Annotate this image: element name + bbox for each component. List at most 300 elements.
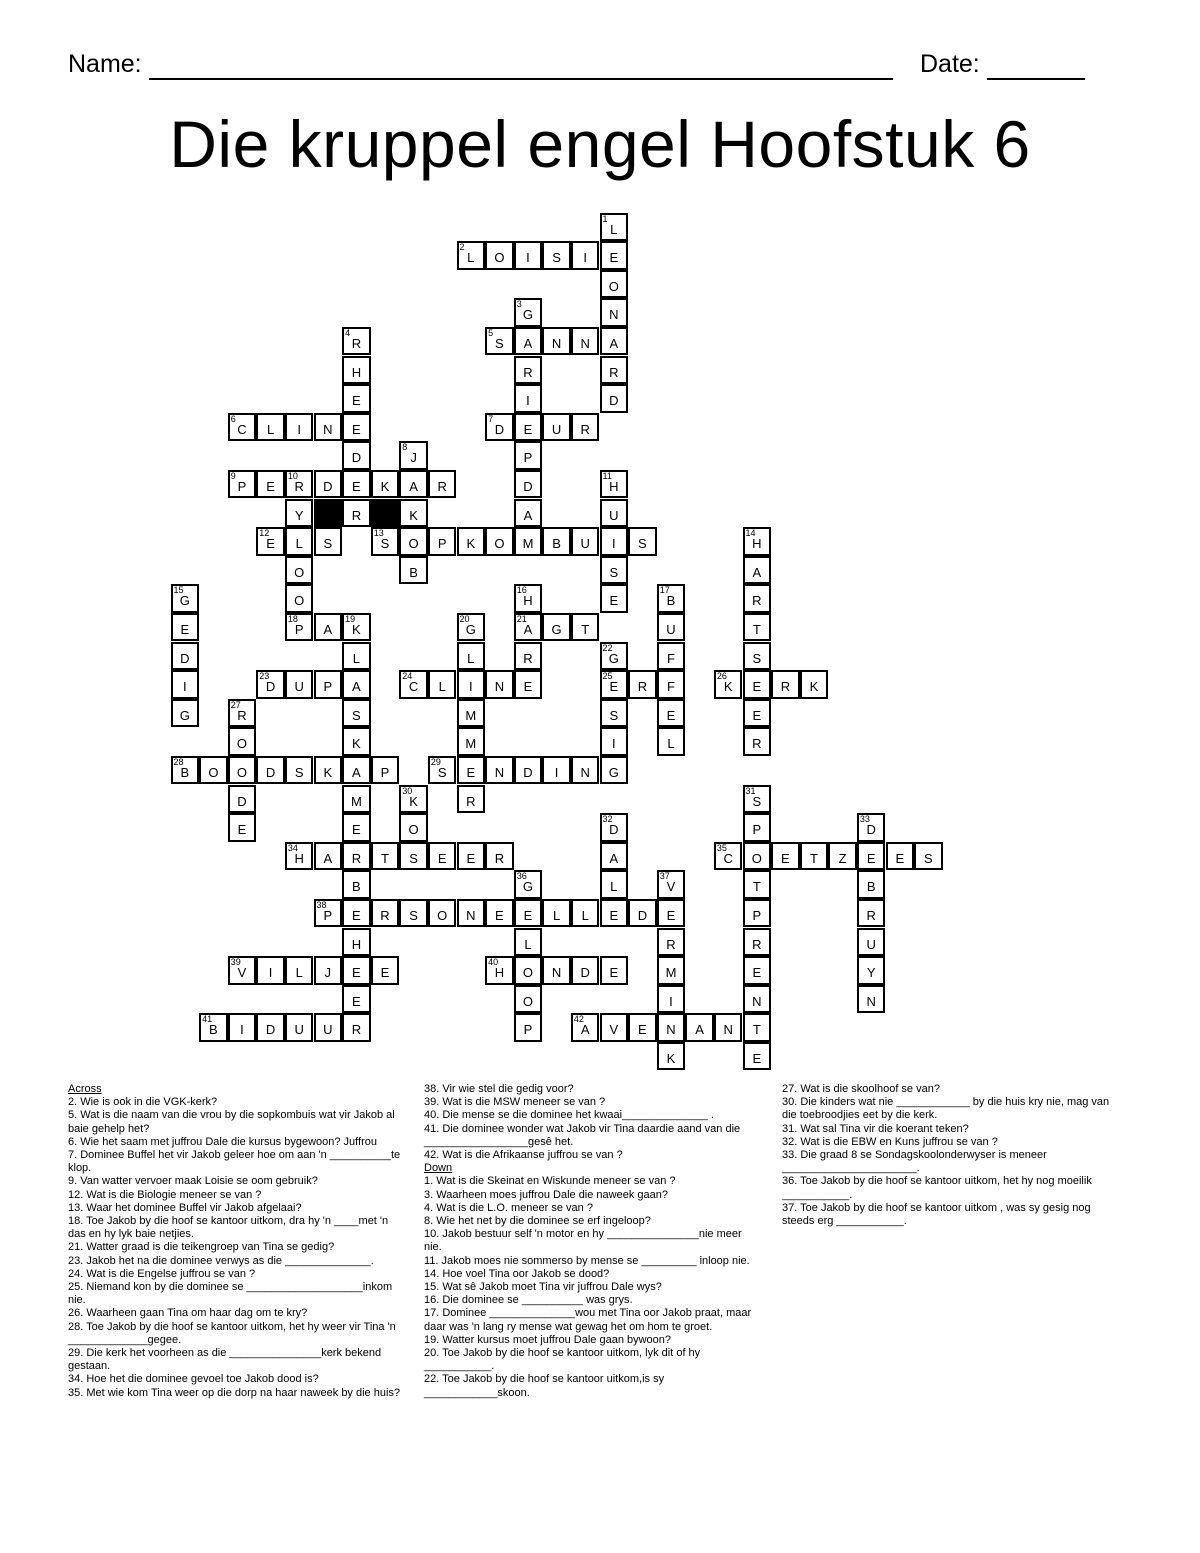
- grid-cell[interactable]: [399, 670, 428, 699]
- grid-cell[interactable]: [857, 956, 886, 985]
- grid-cell[interactable]: [485, 956, 514, 985]
- grid-cell[interactable]: [600, 670, 629, 699]
- grid-cell[interactable]: [571, 756, 600, 785]
- cell-letter: O: [408, 822, 419, 838]
- clue-text: 31. Wat sal Tina vir die koerant teken?: [782, 1122, 969, 1135]
- grid-cell[interactable]: [457, 670, 486, 699]
- grid-cell[interactable]: [886, 842, 915, 871]
- grid-cell[interactable]: [171, 756, 200, 785]
- grid-cell[interactable]: [514, 441, 543, 470]
- grid-cell[interactable]: [342, 727, 371, 756]
- grid-cell[interactable]: [714, 842, 743, 871]
- cell-letter: U: [551, 421, 562, 437]
- cell-letter: L: [524, 936, 532, 952]
- grid-cell[interactable]: [285, 556, 314, 585]
- grid-cell[interactable]: [171, 670, 200, 699]
- grid-cell[interactable]: [256, 413, 285, 442]
- grid-cell[interactable]: [743, 928, 772, 957]
- clue-text: 15. Wat sê Jakob moet Tina vir juffrou Dale wys?: [424, 1281, 662, 1294]
- grid-cell[interactable]: [285, 584, 314, 613]
- clue-number: 24: [402, 671, 413, 682]
- grid-cell[interactable]: [371, 899, 400, 928]
- grid-cell[interactable]: [600, 356, 629, 385]
- grid-cell[interactable]: [228, 756, 257, 785]
- grid-cell[interactable]: [171, 699, 200, 728]
- grid-cell[interactable]: [314, 670, 343, 699]
- grid-cell[interactable]: [600, 556, 629, 585]
- grid-cell[interactable]: [857, 813, 886, 842]
- grid-cell[interactable]: [600, 756, 629, 785]
- cell-letter: E: [523, 679, 533, 695]
- black-square: [371, 499, 400, 528]
- cell-letter: H: [523, 593, 533, 609]
- cell-letter: N: [723, 1022, 733, 1038]
- grid-cell[interactable]: [171, 584, 200, 613]
- grid-cell[interactable]: [514, 928, 543, 957]
- grid-cell[interactable]: [342, 870, 371, 899]
- grid-cell[interactable]: [657, 899, 686, 928]
- grid-cell[interactable]: [314, 956, 343, 985]
- grid-cell[interactable]: [428, 470, 457, 499]
- grid-cell[interactable]: [514, 499, 543, 528]
- grid-cell[interactable]: [828, 842, 857, 871]
- grid-cell[interactable]: [514, 241, 543, 270]
- cell-letter: N: [580, 335, 590, 351]
- cell-letter: A: [352, 764, 361, 780]
- grid-cell[interactable]: [743, 584, 772, 613]
- clue-number: 12: [259, 528, 270, 539]
- clue-number: 9: [230, 470, 236, 481]
- grid-cell[interactable]: [342, 842, 371, 871]
- grid-cell[interactable]: [743, 556, 772, 585]
- grid-cell[interactable]: [685, 1013, 714, 1042]
- grid-cell[interactable]: [342, 1013, 371, 1042]
- grid-cell[interactable]: [457, 727, 486, 756]
- grid-cell[interactable]: [657, 670, 686, 699]
- clue-text: 2. Wie is ook in die VGK-kerk?: [68, 1096, 218, 1109]
- cell-letter: D: [866, 822, 876, 838]
- clue-number: 37: [659, 871, 670, 882]
- grid-cell[interactable]: [256, 470, 285, 499]
- grid-cell[interactable]: [342, 813, 371, 842]
- cell-letter: M: [665, 965, 677, 981]
- grid-cell[interactable]: [571, 1013, 600, 1042]
- cell-letter: E: [380, 965, 390, 981]
- grid-cell[interactable]: [600, 584, 629, 613]
- grid-cell[interactable]: [342, 356, 371, 385]
- grid-cell[interactable]: [399, 785, 428, 814]
- grid-cell[interactable]: [743, 842, 772, 871]
- grid-cell[interactable]: [514, 985, 543, 1014]
- grid-cell[interactable]: [514, 327, 543, 356]
- grid-cell[interactable]: [314, 613, 343, 642]
- grid-cell[interactable]: [657, 1042, 686, 1071]
- grid-cell[interactable]: [743, 785, 772, 814]
- grid-cell[interactable]: [371, 527, 400, 556]
- grid-cell[interactable]: [743, 727, 772, 756]
- grid-cell[interactable]: [314, 413, 343, 442]
- clue-text: 42. Wat is die Afrikaanse juffrou se van ?: [424, 1149, 623, 1162]
- cell-letter: G: [608, 650, 619, 666]
- cell-letter: I: [526, 250, 530, 266]
- grid-cell[interactable]: [743, 870, 772, 899]
- grid-cell[interactable]: [514, 642, 543, 671]
- grid-cell[interactable]: [657, 642, 686, 671]
- grid-cell[interactable]: [342, 613, 371, 642]
- grid-cell[interactable]: [285, 1013, 314, 1042]
- grid-cell[interactable]: [314, 842, 343, 871]
- grid-cell[interactable]: [514, 527, 543, 556]
- cell-letter: O: [236, 764, 248, 780]
- cell-letter: K: [323, 764, 333, 780]
- grid-cell[interactable]: [314, 899, 343, 928]
- grid-cell[interactable]: [399, 441, 428, 470]
- cell-letter: H: [351, 364, 362, 380]
- grid-cell[interactable]: [485, 670, 514, 699]
- grid-cell[interactable]: [542, 899, 571, 928]
- grid-cell[interactable]: [342, 670, 371, 699]
- clue-number: 23: [259, 671, 270, 682]
- grid-cell[interactable]: [314, 527, 343, 556]
- grid-cell[interactable]: [342, 899, 371, 928]
- grid-cell[interactable]: [485, 413, 514, 442]
- grid-cell[interactable]: [914, 842, 943, 871]
- cell-letter: E: [609, 965, 619, 981]
- grid-cell[interactable]: [228, 785, 257, 814]
- grid-cell[interactable]: [657, 928, 686, 957]
- grid-cell[interactable]: [399, 899, 428, 928]
- clue-number: 32: [602, 814, 613, 825]
- grid-cell[interactable]: [228, 727, 257, 756]
- grid-cell[interactable]: [428, 756, 457, 785]
- grid-cell[interactable]: [457, 756, 486, 785]
- cell-letter: E: [466, 850, 476, 866]
- cell-letter: I: [468, 679, 473, 695]
- grid-cell[interactable]: [743, 527, 772, 556]
- grid-cell[interactable]: [514, 384, 543, 413]
- grid-cell[interactable]: [600, 327, 629, 356]
- grid-cell[interactable]: [600, 527, 629, 556]
- grid-cell[interactable]: [571, 956, 600, 985]
- grid-cell[interactable]: [199, 1013, 228, 1042]
- grid-cell[interactable]: [600, 499, 629, 528]
- grid-cell[interactable]: [428, 842, 457, 871]
- grid-cell[interactable]: [514, 899, 543, 928]
- cell-letter: E: [638, 1022, 647, 1038]
- grid-cell[interactable]: [285, 613, 314, 642]
- grid-cell[interactable]: [857, 928, 886, 957]
- grid-cell[interactable]: [542, 327, 571, 356]
- cell-letter: O: [608, 278, 619, 294]
- grid-cell[interactable]: [743, 670, 772, 699]
- cell-letter: G: [179, 593, 190, 609]
- grid-cell[interactable]: [743, 1042, 772, 1071]
- grid-cell[interactable]: [628, 527, 657, 556]
- cell-letter: R: [351, 1022, 362, 1038]
- cell-letter: K: [352, 621, 361, 637]
- grid-cell[interactable]: [342, 985, 371, 1014]
- grid-cell[interactable]: [600, 298, 629, 327]
- cell-letter: L: [581, 907, 589, 923]
- grid-cell[interactable]: [514, 1013, 543, 1042]
- grid-cell[interactable]: [857, 870, 886, 899]
- grid-cell[interactable]: [600, 642, 629, 671]
- grid-cell[interactable]: [342, 756, 371, 785]
- clue-number: 20: [459, 613, 470, 624]
- grid-cell[interactable]: [314, 470, 343, 499]
- cell-letter: E: [609, 250, 619, 266]
- grid-cell[interactable]: [600, 956, 629, 985]
- grid-cell[interactable]: [428, 527, 457, 556]
- grid-cell[interactable]: [571, 899, 600, 928]
- grid-cell[interactable]: [600, 470, 629, 499]
- grid-cell[interactable]: [571, 327, 600, 356]
- grid-cell[interactable]: [743, 613, 772, 642]
- grid-cell[interactable]: [514, 870, 543, 899]
- grid-cell[interactable]: [743, 1013, 772, 1042]
- cell-letter: E: [352, 965, 361, 981]
- grid-cell[interactable]: [342, 327, 371, 356]
- cell-letter: C: [408, 679, 419, 695]
- grid-cell[interactable]: [657, 985, 686, 1014]
- grid-cell[interactable]: [800, 670, 829, 699]
- grid-cell[interactable]: [171, 613, 200, 642]
- grid-cell[interactable]: [657, 956, 686, 985]
- clue-text: 8. Wie het net by die dominee se erf ingeloop?: [424, 1215, 651, 1228]
- grid-cell[interactable]: [743, 642, 772, 671]
- cell-letter: R: [437, 478, 447, 494]
- grid-cell[interactable]: [399, 842, 428, 871]
- grid-cell[interactable]: [199, 756, 228, 785]
- grid-cell[interactable]: [743, 985, 772, 1014]
- grid-cell[interactable]: [171, 642, 200, 671]
- grid-cell[interactable]: [228, 470, 257, 499]
- grid-cell[interactable]: [600, 1013, 629, 1042]
- grid-cell[interactable]: [657, 613, 686, 642]
- grid-cell[interactable]: [857, 842, 886, 871]
- grid-cell[interactable]: [342, 470, 371, 499]
- clue-text: 34. Hoe het die dominee gevoel toe Jakob dood is?: [68, 1373, 319, 1386]
- cell-letter: I: [611, 536, 616, 552]
- cell-letter: S: [323, 536, 333, 552]
- cell-letter: L: [438, 679, 446, 695]
- page-title: Die kruppel engel Hoofstuk 6: [169, 107, 1031, 181]
- cell-letter: G: [522, 307, 534, 323]
- grid-cell[interactable]: [600, 270, 629, 299]
- grid-cell[interactable]: [628, 670, 657, 699]
- grid-cell[interactable]: [600, 727, 629, 756]
- grid-cell[interactable]: [457, 785, 486, 814]
- grid-cell[interactable]: [457, 527, 486, 556]
- cell-letter: R: [494, 850, 505, 866]
- grid-cell[interactable]: [571, 527, 600, 556]
- grid-cell[interactable]: [657, 727, 686, 756]
- grid-cell[interactable]: [514, 613, 543, 642]
- grid-cell[interactable]: [285, 499, 314, 528]
- grid-cell[interactable]: [571, 241, 600, 270]
- clue-text: 32. Wat is die EBW en Kuns juffrou se van ?: [782, 1135, 998, 1148]
- grid-cell[interactable]: [342, 785, 371, 814]
- grid-cell[interactable]: [256, 527, 285, 556]
- cell-letter: S: [752, 793, 762, 809]
- cell-letter: N: [494, 679, 505, 695]
- grid-cell[interactable]: [285, 470, 314, 499]
- grid-cell[interactable]: [514, 584, 543, 613]
- clue-text: 5. Wat is die naam van die vrou by die sopkombuis wat vir Jakob al baie gehelp het?: [68, 1109, 398, 1135]
- grid-cell[interactable]: [600, 213, 629, 242]
- grid-cell[interactable]: [371, 470, 400, 499]
- grid-cell[interactable]: [256, 1013, 285, 1042]
- grid-cell[interactable]: [342, 384, 371, 413]
- grid-cell[interactable]: [657, 870, 686, 899]
- cell-letter: R: [351, 850, 362, 866]
- grid-cell[interactable]: [256, 956, 285, 985]
- grid-cell[interactable]: [371, 756, 400, 785]
- clue-text: 19. Watter kursus moet juffrou Dale gaan bywoon?: [424, 1333, 672, 1346]
- grid-cell[interactable]: [399, 527, 428, 556]
- grid-cell[interactable]: [857, 985, 886, 1014]
- clue-section-heading: Down: [424, 1162, 453, 1175]
- cell-letter: D: [351, 450, 362, 466]
- grid-cell[interactable]: [743, 899, 772, 928]
- grid-cell[interactable]: [342, 642, 371, 671]
- grid-cell[interactable]: [514, 356, 543, 385]
- grid-cell[interactable]: [628, 899, 657, 928]
- grid-cell[interactable]: [542, 241, 571, 270]
- grid-cell[interactable]: [714, 670, 743, 699]
- grid-cell[interactable]: [457, 699, 486, 728]
- grid-cell[interactable]: [256, 756, 285, 785]
- grid-cell[interactable]: [342, 441, 371, 470]
- grid-cell[interactable]: [571, 613, 600, 642]
- black-square: [314, 499, 343, 528]
- grid-cell[interactable]: [743, 699, 772, 728]
- grid-cell[interactable]: [399, 813, 428, 842]
- grid-cell[interactable]: [600, 813, 629, 842]
- grid-cell[interactable]: [542, 956, 571, 985]
- grid-cell[interactable]: [514, 413, 543, 442]
- grid-cell[interactable]: [800, 842, 829, 871]
- cell-letter: O: [294, 564, 305, 580]
- grid-cell[interactable]: [771, 670, 800, 699]
- grid-cell[interactable]: [628, 1013, 657, 1042]
- grid-cell[interactable]: [485, 527, 514, 556]
- cell-letter: E: [352, 822, 361, 838]
- grid-cell[interactable]: [600, 384, 629, 413]
- grid-cell[interactable]: [371, 842, 400, 871]
- grid-cell[interactable]: [314, 1013, 343, 1042]
- grid-cell[interactable]: [514, 756, 543, 785]
- grid-cell[interactable]: [285, 413, 314, 442]
- grid-cell[interactable]: [228, 413, 257, 442]
- grid-cell[interactable]: [285, 527, 314, 556]
- grid-cell[interactable]: [657, 584, 686, 613]
- grid-cell[interactable]: [428, 670, 457, 699]
- grid-cell[interactable]: [485, 327, 514, 356]
- grid-cell[interactable]: [600, 842, 629, 871]
- grid-cell[interactable]: [399, 470, 428, 499]
- cell-letter: U: [609, 507, 619, 523]
- grid-cell[interactable]: [657, 699, 686, 728]
- grid-cell[interactable]: [542, 756, 571, 785]
- grid-cell[interactable]: [514, 470, 543, 499]
- cell-letter: R: [866, 907, 876, 923]
- cell-letter: O: [494, 536, 505, 552]
- clue-number: 25: [602, 671, 613, 682]
- grid-cell[interactable]: [285, 756, 314, 785]
- cell-letter: D: [580, 965, 590, 981]
- cell-letter: C: [237, 421, 247, 437]
- grid-cell[interactable]: [600, 899, 629, 928]
- clue-number: 28: [173, 756, 184, 767]
- grid-cell[interactable]: [514, 956, 543, 985]
- cell-letter: A: [609, 850, 619, 866]
- grid-cell[interactable]: [600, 241, 629, 270]
- grid-cell[interactable]: [342, 928, 371, 957]
- clue-number: 22: [602, 642, 613, 653]
- grid-cell[interactable]: [285, 670, 314, 699]
- grid-cell[interactable]: [285, 842, 314, 871]
- grid-cell[interactable]: [457, 241, 486, 270]
- grid-cell[interactable]: [600, 870, 629, 899]
- grid-cell[interactable]: [371, 956, 400, 985]
- grid-cell[interactable]: [457, 899, 486, 928]
- cell-letter: A: [523, 507, 533, 523]
- grid-cell[interactable]: [542, 527, 571, 556]
- grid-cell[interactable]: [514, 298, 543, 327]
- cell-letter: E: [495, 907, 504, 923]
- grid-cell[interactable]: [743, 813, 772, 842]
- grid-cell[interactable]: [457, 613, 486, 642]
- grid-cell[interactable]: [571, 413, 600, 442]
- grid-cell[interactable]: [771, 842, 800, 871]
- grid-cell[interactable]: [428, 899, 457, 928]
- grid-cell[interactable]: [485, 899, 514, 928]
- grid-cell[interactable]: [514, 670, 543, 699]
- grid-cell[interactable]: [857, 899, 886, 928]
- grid-cell[interactable]: [314, 756, 343, 785]
- grid-cell[interactable]: [256, 670, 285, 699]
- grid-cell[interactable]: [342, 499, 371, 528]
- grid-cell[interactable]: [485, 842, 514, 871]
- grid-cell[interactable]: [457, 842, 486, 871]
- clue-number: 34: [287, 842, 298, 853]
- grid-cell[interactable]: [714, 1013, 743, 1042]
- grid-cell[interactable]: [657, 1013, 686, 1042]
- grid-cell[interactable]: [228, 1013, 257, 1042]
- grid-cell[interactable]: [457, 642, 486, 671]
- grid-cell[interactable]: [228, 699, 257, 728]
- grid-cell[interactable]: [743, 956, 772, 985]
- grid-cell[interactable]: [542, 613, 571, 642]
- cell-letter: E: [466, 764, 476, 780]
- grid-cell[interactable]: [342, 956, 371, 985]
- cell-letter: Y: [866, 965, 876, 981]
- grid-cell[interactable]: [399, 499, 428, 528]
- grid-cell[interactable]: [285, 956, 314, 985]
- grid-cell[interactable]: [485, 241, 514, 270]
- grid-cell[interactable]: [228, 813, 257, 842]
- grid-cell[interactable]: [542, 413, 571, 442]
- grid-cell[interactable]: [228, 956, 257, 985]
- grid-cell[interactable]: [399, 556, 428, 585]
- grid-cell[interactable]: [342, 699, 371, 728]
- grid-cell[interactable]: [342, 413, 371, 442]
- grid-cell[interactable]: [485, 756, 514, 785]
- grid-cell[interactable]: [600, 699, 629, 728]
- cell-letter: I: [554, 764, 559, 780]
- cell-letter: I: [583, 250, 587, 266]
